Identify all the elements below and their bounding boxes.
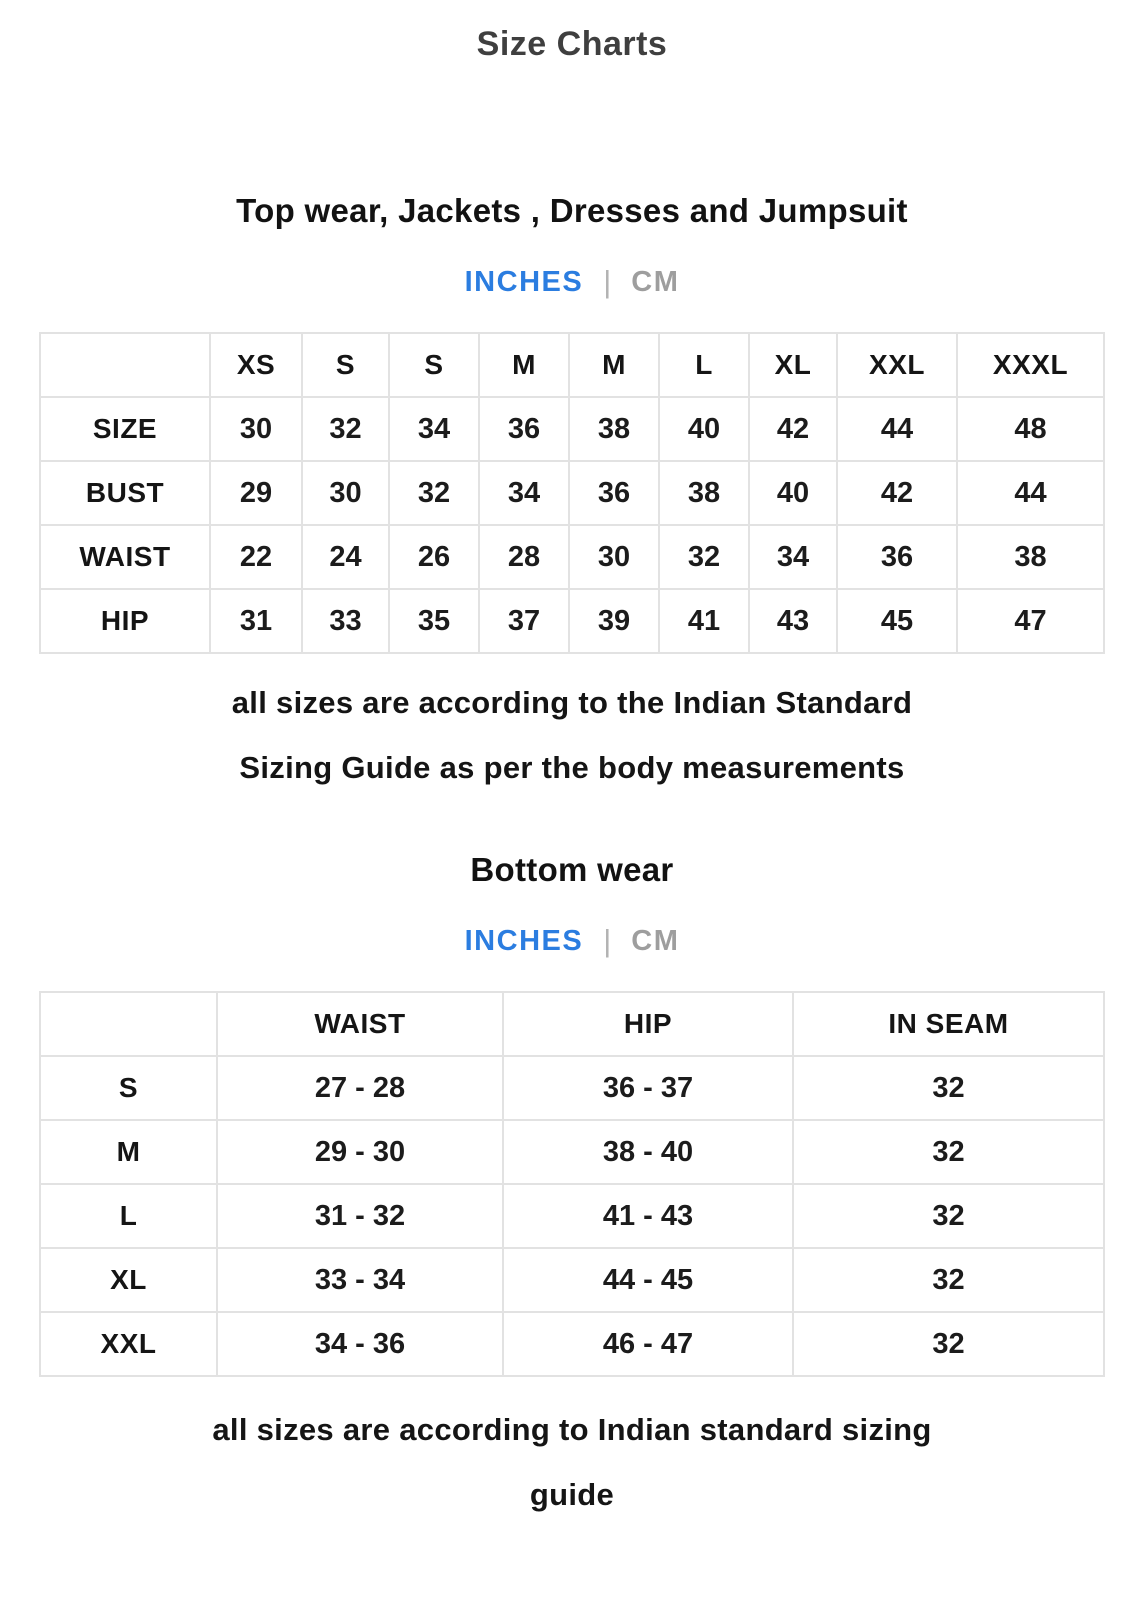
row-label: WAIST [40, 525, 210, 589]
size-value-cell: 38 [569, 397, 659, 461]
size-value-cell: 38 [957, 525, 1104, 589]
size-value-cell: 42 [749, 397, 837, 461]
size-value-cell: 32 [389, 461, 479, 525]
size-value-cell: 36 [479, 397, 569, 461]
note-line: all sizes are according to the Indian Standard [231, 685, 913, 720]
size-value-cell: 33 [302, 589, 389, 653]
row-label: XXL [40, 1312, 217, 1376]
row-label: L [40, 1184, 217, 1248]
bottomwear-section [0, 848, 1144, 1527]
topwear-size-table [39, 332, 1105, 654]
size-value-cell: 38 - 40 [503, 1120, 793, 1184]
size-value-cell: 29 - 30 [217, 1120, 503, 1184]
column-header: L [659, 333, 749, 397]
unit-divider: | [603, 923, 612, 958]
size-value-cell: 30 [302, 461, 389, 525]
table-row [40, 397, 1104, 461]
row-label: HIP [40, 589, 210, 653]
table-row [40, 1120, 1104, 1184]
size-value-cell: 30 [210, 397, 302, 461]
size-value-cell: 45 [837, 589, 957, 653]
row-label: M [40, 1120, 217, 1184]
column-header: S [389, 333, 479, 397]
size-value-cell: 40 [749, 461, 837, 525]
size-value-cell: 39 [569, 589, 659, 653]
row-label: S [40, 1056, 217, 1120]
column-header: XS [210, 333, 302, 397]
corner-cell [40, 333, 210, 397]
bottomwear-sizing-note [0, 1397, 1144, 1527]
size-value-cell: 38 [659, 461, 749, 525]
inches-toggle[interactable]: INCHES [464, 925, 584, 957]
size-value-cell: 42 [837, 461, 957, 525]
column-header: S [302, 333, 389, 397]
size-value-cell: 46 - 47 [503, 1312, 793, 1376]
column-header: M [479, 333, 569, 397]
size-value-cell: 28 [479, 525, 569, 589]
row-label: SIZE [40, 397, 210, 461]
size-value-cell: 29 [210, 461, 302, 525]
table-header-row [40, 333, 1104, 397]
column-header: HIP [503, 992, 793, 1056]
topwear-unit-toggle [0, 262, 1144, 302]
size-value-cell: 47 [957, 589, 1104, 653]
table-header-row [40, 992, 1104, 1056]
column-header: XXL [837, 333, 957, 397]
size-value-cell: 37 [479, 589, 569, 653]
page-title: Size Charts [476, 25, 668, 63]
table-row [40, 1056, 1104, 1120]
size-value-cell: 34 [749, 525, 837, 589]
size-value-cell: 36 [569, 461, 659, 525]
size-value-cell: 26 [389, 525, 479, 589]
note-line: all sizes are according to Indian standard sizing [212, 1412, 932, 1447]
table-row [40, 461, 1104, 525]
column-header: IN SEAM [793, 992, 1104, 1056]
size-value-cell: 34 [479, 461, 569, 525]
inches-toggle[interactable]: INCHES [464, 266, 584, 298]
size-value-cell: 43 [749, 589, 837, 653]
size-value-cell: 36 - 37 [503, 1056, 793, 1120]
bottomwear-unit-toggle [0, 921, 1144, 961]
size-value-cell: 33 - 34 [217, 1248, 503, 1312]
size-value-cell: 30 [569, 525, 659, 589]
table-row [40, 525, 1104, 589]
size-value-cell: 44 - 45 [503, 1248, 793, 1312]
size-value-cell: 32 [793, 1248, 1104, 1312]
corner-cell [40, 992, 217, 1056]
size-value-cell: 44 [837, 397, 957, 461]
size-value-cell: 36 [837, 525, 957, 589]
size-value-cell: 34 - 36 [217, 1312, 503, 1376]
size-value-cell: 41 - 43 [503, 1184, 793, 1248]
size-value-cell: 27 - 28 [217, 1056, 503, 1120]
size-value-cell: 34 [389, 397, 479, 461]
cm-toggle[interactable]: CM [631, 266, 680, 298]
note-line: guide [529, 1477, 615, 1512]
bottomwear-heading: Bottom wear [470, 851, 674, 888]
row-label: XL [40, 1248, 217, 1312]
unit-divider: | [603, 264, 612, 299]
size-value-cell: 32 [302, 397, 389, 461]
table-row [40, 1248, 1104, 1312]
column-header: XL [749, 333, 837, 397]
bottomwear-size-table [39, 991, 1105, 1377]
size-value-cell: 35 [389, 589, 479, 653]
note-line: Sizing Guide as per the body measurements [239, 750, 905, 785]
cm-toggle[interactable]: CM [631, 925, 680, 957]
size-value-cell: 22 [210, 525, 302, 589]
size-value-cell: 44 [957, 461, 1104, 525]
column-header: WAIST [217, 992, 503, 1056]
size-value-cell: 31 [210, 589, 302, 653]
size-value-cell: 32 [793, 1120, 1104, 1184]
size-value-cell: 32 [793, 1312, 1104, 1376]
topwear-heading: Top wear, Jackets , Dresses and Jumpsuit [236, 192, 908, 229]
table-row [40, 1312, 1104, 1376]
size-value-cell: 40 [659, 397, 749, 461]
column-header: M [569, 333, 659, 397]
size-value-cell: 32 [793, 1056, 1104, 1120]
row-label: BUST [40, 461, 210, 525]
size-value-cell: 31 - 32 [217, 1184, 503, 1248]
size-value-cell: 32 [793, 1184, 1104, 1248]
size-value-cell: 48 [957, 397, 1104, 461]
table-row [40, 1184, 1104, 1248]
size-value-cell: 24 [302, 525, 389, 589]
size-value-cell: 41 [659, 589, 749, 653]
column-header: XXXL [957, 333, 1104, 397]
table-row [40, 589, 1104, 653]
topwear-section [0, 189, 1144, 800]
topwear-sizing-note [0, 670, 1144, 800]
size-value-cell: 32 [659, 525, 749, 589]
